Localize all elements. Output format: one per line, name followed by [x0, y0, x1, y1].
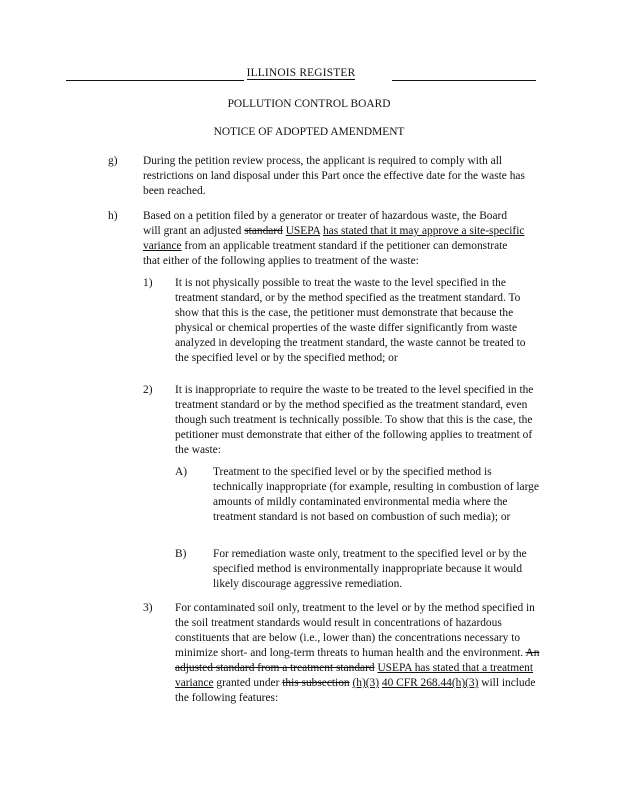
header-rule-left: [66, 80, 244, 81]
item-2b-text: For remediation waste only, treatment to the specified level or by the specified method is environmentally inappropriate because it would likely discourage aggressive remediation.: [213, 548, 527, 590]
item-2-text: It is inappropriate to require the waste to be treated to the level specified in the treatment standard or by the method specified as the treatment standard, even though such treatment is technically possible. To show that this is the case, the petitioner must demonstrate that either of the following applies to treatment of the waste:: [175, 384, 534, 456]
inserted-text: (h)(3): [352, 677, 380, 689]
deleted-text: this subsection: [282, 677, 350, 689]
inserted-text: 40 CFR 268.44(h)(3): [381, 677, 479, 689]
section-h-text: Based on a petition filed by a generator or treater of hazardous waste, the Board will grant an adjusted standard USEPA has stated that it may approve a site-specific variance from an applicable treatment standard if the petitioner can demonstrate that either of the following applies to treatment of the waste:: [143, 210, 525, 267]
notice-title: NOTICE OF ADOPTED AMENDMENT: [213, 126, 405, 138]
item-1-label: 1): [143, 277, 153, 289]
deleted-text: An adjusted standard from a treatment standard: [175, 647, 540, 674]
item-1-text: It is not physically possible to treat the waste to the level specified in the treatment standard, or by the method specified as the treatment standard. To show that this is the case, the petitioner must demonstrate that because the physical or chemical properties of the waste differ significantly from waste analyzed in developing the treatment standard, the waste cannot be treated to the specified level or by the specified method; or: [175, 277, 526, 364]
inserted-text: has stated that it may approve a site-specific variance: [143, 225, 525, 252]
section-h-label: h): [108, 210, 118, 222]
item-2a-label: A): [175, 466, 188, 478]
deleted-text: standard: [244, 225, 283, 237]
item-2-label: 2): [143, 384, 153, 396]
board-title: POLLUTION CONTROL BOARD: [227, 98, 391, 110]
item-3-label: 3): [143, 602, 153, 614]
inserted-text: USEPA has stated that a treatment variance: [175, 662, 533, 689]
section-g-label: g): [108, 155, 118, 167]
header-rule-right: [392, 80, 536, 81]
register-title: ILLINOIS REGISTER: [246, 67, 356, 79]
item-2b-label: B): [175, 548, 187, 560]
inserted-text: USEPA: [285, 225, 321, 237]
item-2a-text: Treatment to the specified level or by the specified method is technically inappropriate (for example, resulting in combustion of large amounts of mildly contaminated environmental media where the treatment standard is not based on combustion of such media); or: [213, 466, 539, 523]
item-3-text: For contaminated soil only, treatment to the level or by the method specified in the soil treatment standards would result in concentrations of hazardous constituents that are below (i.e., lower than) the concentrations necessary to minimize short- and long-term threats to human health and the environment. An adjusted standard from a treatment standard USEPA has stated that a treatment variance granted under this subsection (h)(3) 40 CFR 268.44(h)(3) will include the following features:: [175, 602, 540, 704]
section-g-text: During the petition review process, the applicant is required to comply with all restrictions on land disposal under this Part once the effective date for the waste has been reached.: [143, 155, 525, 197]
